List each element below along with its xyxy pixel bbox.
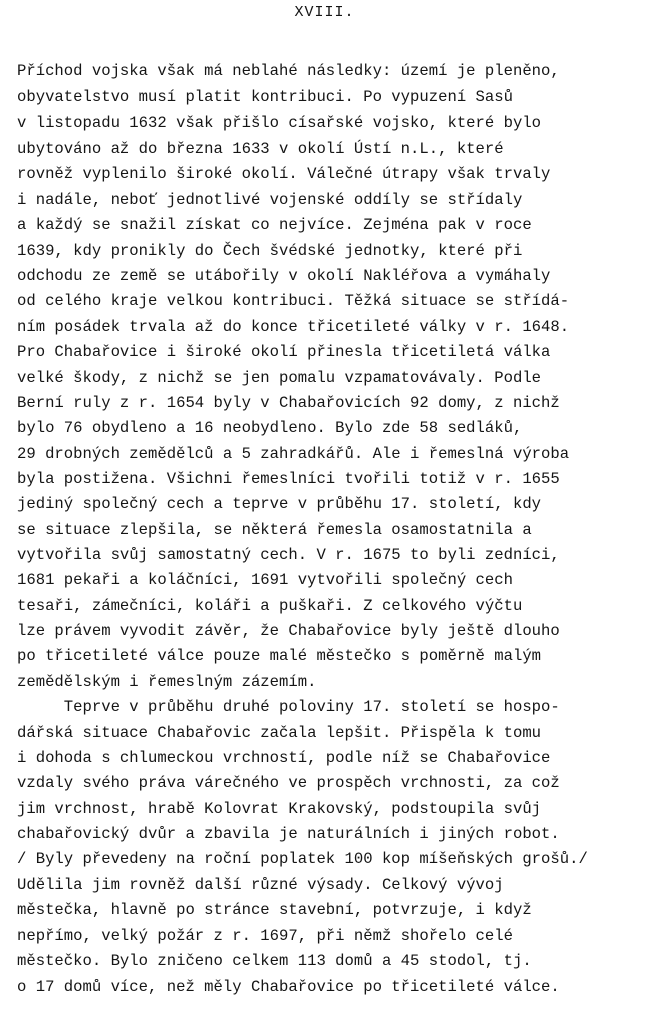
text-line-24: po třicetileté válce pouze malé městečko s poměrně malým: [17, 647, 542, 665]
text-line-2: obyvatelstvo musí platit kontribuci. Po vypuzení Sasů: [17, 88, 513, 106]
text-line-26: Teprve v průběhu druhé poloviny 17. století se hospo-: [17, 698, 560, 716]
text-line-6: i nadále, neboť jednotlivé vojenské oddíly se střídaly: [17, 191, 523, 209]
text-line-11: ním posádek trvala až do konce třicetileté války v r. 1648.: [17, 318, 570, 336]
text-line-16: 29 drobných zemědělců a 5 zahradkářů. Ale i řemeslná výroba: [17, 445, 570, 463]
text-line-9: odchodu ze země se utábořily v okolí Nakléřova a vymáhaly: [17, 267, 551, 285]
text-line-36: městečko. Bylo zničeno celkem 113 domů a 45 stodol, tj.: [17, 952, 532, 970]
text-line-34: městečka, hlavně po stránce stavební, potvrzuje, i když: [17, 901, 532, 919]
text-line-10: od celého kraje velkou kontribuci. Těžká situace se střídá-: [17, 292, 570, 310]
text-line-12: Pro Chabařovice i široké okolí přinesla třicetiletá válka: [17, 343, 551, 361]
text-line-3: v listopadu 1632 však přišlo císařské vojsko, které bylo: [17, 114, 542, 132]
text-line-4: ubytováno až do března 1633 v okolí Ústí n.L., které: [17, 140, 504, 158]
text-line-15: bylo 76 obydleno a 16 neobydleno. Bylo zde 58 sedláků,: [17, 419, 523, 437]
text-line-33: Udělila jim rovněž další různé výsady. Celkový vývoj: [17, 876, 504, 894]
text-line-30: jim vrchnost, hrabě Kolovrat Krakovský, podstoupila svůj: [17, 800, 542, 818]
text-line-27: dářská situace Chabařovic začala lepšit. Přispěla k tomu: [17, 724, 542, 742]
text-line-7: a každý se snažil získat co nejvíce. Zejména pak v roce: [17, 216, 532, 234]
text-line-28: i dohoda s chlumeckou vrchností, podle níž se Chabařovice: [17, 749, 551, 767]
text-line-22: tesaři, zámečníci, koláři a puškaři. Z celkového výčtu: [17, 597, 523, 615]
text-line-13: velké škody, z nichž se jen pomalu vzpamatovávaly. Podle: [17, 369, 542, 387]
text-line-32: / Byly převedeny na roční poplatek 100 kop míšeňských grošů./: [17, 850, 588, 868]
text-line-35: nepřímo, velký požár z r. 1697, při němž shořelo celé: [17, 927, 513, 945]
text-line-14: Berní ruly z r. 1654 byly v Chabařovicích 92 domy, z nichž: [17, 394, 560, 412]
text-line-20: vytvořila svůj samostatný cech. V r. 1675 to byli zedníci,: [17, 546, 560, 564]
text-line-17: byla postižena. Všichni řemeslníci tvořili totiž v r. 1655: [17, 470, 560, 488]
text-line-37: o 17 domů více, než měly Chabařovice po třicetileté válce.: [17, 978, 560, 996]
text-line-8: 1639, kdy pronikly do Čech švédské jednotky, které při: [17, 242, 523, 260]
text-line-23: lze právem vyvodit závěr, že Chabařovice byly ještě dlouho: [17, 622, 560, 640]
text-line-5: rovněž vyplenilo široké okolí. Válečné útrapy však trvaly: [17, 165, 551, 183]
text-line-31: chabařovický dvůr a zbavila je naturálních i jiných robot.: [17, 825, 560, 843]
text-line-25: zemědělským i řemeslným zázemím.: [17, 673, 317, 691]
text-line-19: se situace zlepšila, se některá řemesla osamostatnila a: [17, 521, 532, 539]
text-line-29: vzdaly svého práva várečného ve prospěch vrchnosti, za což: [17, 774, 560, 792]
page-number: XVIII.: [294, 4, 355, 21]
text-line-1: Příchod vojska však má neblahé následky: území je pleněno,: [17, 62, 560, 80]
text-line-21: 1681 pekaři a koláčníci, 1691 vytvořili společný cech: [17, 571, 513, 589]
text-line-18: jediný společný cech a teprve v průběhu 17. století, kdy: [17, 495, 542, 513]
